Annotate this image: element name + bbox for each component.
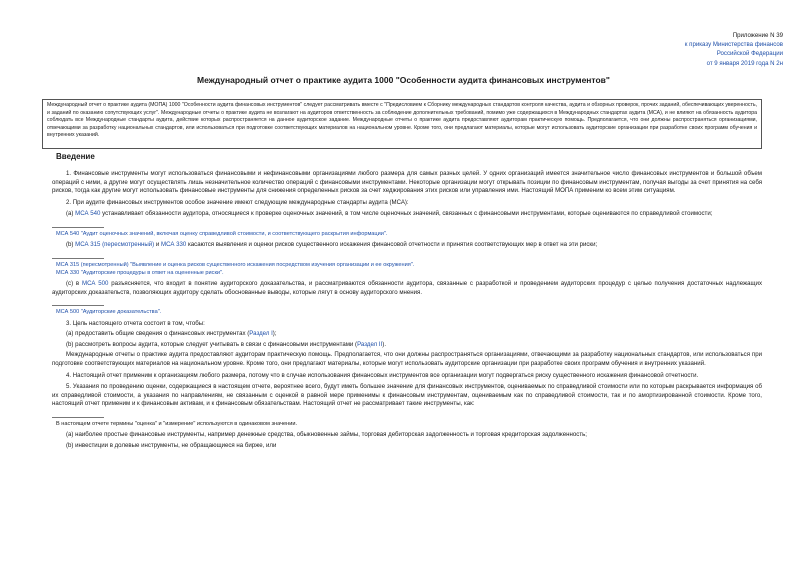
isa-500-link[interactable]: МСА 500 bbox=[82, 280, 109, 288]
isa-330-link[interactable]: МСА 330 bbox=[161, 241, 187, 249]
paragraph-4: 4. Настоящий отчет применим к организациям любого размера, потому что в случае использования финансовых инструментов все организации могут подвергаться риску существенного искажения финансовой отчетности. bbox=[66, 371, 699, 379]
paragraph-5a: (a) наиболее простые финансовые инструменты, например денежные средства, обыкновенные займы, торговая дебиторская задолженность и торговая кредиторская задолженность; bbox=[66, 431, 587, 439]
closing-text: ); bbox=[272, 330, 277, 338]
paragraph-3a-text: (a) предоставить общие сведения о финансовых инструментах ( bbox=[66, 330, 250, 338]
paragraph-2b bbox=[52, 241, 762, 250]
paragraph-5: 5. Указания по проведению оценки, содержащиеся в настоящем отчете, вероятнее всего, будут иметь большее значение для финансовых инструментов, оцениваемых по справедливой стоимости или по которым раскрывается информация об их справедливой стоимости, а указания по направлениям, не связанным с оценкой в равной мере применимы к финансовым инструментам, оцениваемым как по справедливой стоимости, так и по амортизированной стоимости. Кроме того, настоящий отчет применим и к финансовым активам, и к финансовым обязательствам. Настоящий отчет не рассматривает такие инструменты, как: bbox=[52, 383, 762, 408]
footnote-3 bbox=[52, 269, 762, 277]
footnote-divider bbox=[52, 227, 104, 228]
appendix-date-link[interactable]: от 9 января 2019 года N 2н bbox=[706, 59, 783, 67]
footnote-divider bbox=[52, 258, 104, 259]
appendix-ministry-link[interactable]: Российской Федерации bbox=[716, 50, 783, 58]
document-title: Международный отчет о практике аудита 1000 "Особенности аудита финансовых инструментов" bbox=[197, 75, 610, 85]
list-marker: (a) bbox=[66, 210, 76, 218]
footnote-isa-315-link[interactable]: МСА 315 (пересмотренный) bbox=[56, 261, 129, 268]
isa-540-link[interactable]: МСА 540 bbox=[75, 210, 101, 218]
footnote-1 bbox=[52, 230, 762, 238]
section-heading-introduction: Введение bbox=[56, 152, 95, 161]
paragraph-2c-text: разъясняется, что входит в понятие аудиторского доказательства, и рассматриваются обязанности аудитора, связанные с разработкой и проведением аудиторских процедур с целью получения достаточных надлежащих аудиторских доказательств, позволяющих аудитору сделать обоснованные выводы, которые лягут в основу аудиторского мнения. bbox=[52, 280, 762, 296]
footnote-2 bbox=[52, 261, 762, 269]
paragraph-2b-text: касаются выявления и оценки рисков существенного искажения финансовой отчетности и принятия соответствующих мер в ответ на эти риски; bbox=[186, 241, 598, 249]
paragraph-2c bbox=[52, 280, 762, 297]
footnote-5: В настоящем отчете термины "оценка" и "измерение" используются в одинаковом значении. bbox=[56, 420, 298, 427]
paragraph-3: 3. Цель настоящего отчета состоит в том, чтобы: bbox=[66, 319, 205, 327]
section-2-link[interactable]: Раздел II bbox=[357, 340, 383, 348]
appendix-block bbox=[685, 31, 783, 68]
paragraph-2a-text: устанавливает обязанности аудитора, относящиеся к проверке оценочных значений, в том числе оценочных значений, связанных с финансовыми инструментами, которые оцениваются по справедливой стоимости; bbox=[100, 210, 713, 218]
isa-315-link[interactable]: МСА 315 (пересмотренный) bbox=[75, 241, 155, 249]
paragraph-1: 1. Финансовые инструменты могут использоваться финансовыми и нефинансовыми организациями любого размера для самых разных целей. У одних организаций имеется значительное число финансовых инструментов и большой объем операций с ними, а другие могут осуществлять лишь незначительное количество операций с финансовыми инструментами. Некоторые организации могут открывать позиции по финансовым инструментам, получая выгоды за счет принятия на себя рисков, тогда как другие могут использовать финансовые инструменты для снижения определенных рисков за счет хеджирования этих рисков или управления ими. Настоящий МОПА применим ко всем этим ситуациям. bbox=[52, 170, 762, 195]
paragraph-3c: Международные отчеты о практике аудита предоставляют аудиторам практическую помощь. Предполагается, что они должны распространяться организациями, отвечающими за разработку национальных стандартов, или использоваться при подготовке соответствующих материалов на национальном уровне. Кроме того, они предлагают материалы, которые могут использовать аудиторские организации при разработке своих программ обучения и внутренних указаний. bbox=[52, 351, 762, 367]
closing-text: ). bbox=[382, 340, 387, 348]
footnote-divider bbox=[52, 305, 104, 306]
footnote-isa-540-link[interactable]: МСА 540 bbox=[56, 230, 80, 237]
conjunction-text: и bbox=[154, 241, 161, 249]
footnote-4-text[interactable]: "Аудиторские доказательства". bbox=[79, 309, 162, 316]
list-marker: (c) в bbox=[66, 280, 82, 288]
paragraph-3b-text: (b) рассмотреть вопросы аудита, которые следует учитывать в связи с финансовыми инструментами ( bbox=[66, 340, 358, 348]
appendix-number: Приложение N 39 bbox=[732, 32, 783, 39]
appendix-order-link[interactable]: к приказу Министерства финансов bbox=[684, 41, 783, 49]
preface-note-box bbox=[42, 99, 762, 149]
paragraph-2: 2. При аудите финансовых инструментов особое значение имеют следующие международные стандарты аудита (МСА): bbox=[66, 198, 409, 206]
footnote-isa-330-link[interactable]: МСА 330 bbox=[56, 269, 80, 276]
paragraph-3b bbox=[52, 341, 762, 350]
preface-note-text: Международный отчет о практике аудита (МОПА) 1000 "Особенности аудита финансовых инструментов" следует рассматривать вместе с "Предисловием к Сборнику международных стандартов контроля качества, аудита и обзорных проверок, прочих заданий, обеспечивающих уверенность, и заданий по оказанию сопутствующих услуг". Международные отчеты о практике аудита не возлагают на аудиторов ответственность за соблюдение дополнительных требований, помимо уже содержащихся в Международных стандартах аудита (МСА), и не влияют на обязанность аудитора соблюдать все Международные стандарты аудита, действие которых распространяется на данное аудиторское задание. Международные отчеты о практике аудита предоставляют аудиторам практическую помощь. Предполагается, что они должны распространяться организациями, отвечающими за разработку национальных стандартов, или использоваться при подготовке соответствующих материалов на национальном уровне. Кроме того, они предлагают материалы, которые могут использовать аудиторские организации при разработке своих программ обучения и внутренних указаний. bbox=[47, 102, 757, 139]
footnote-1-text[interactable]: "Аудит оценочных значений, включая оценку справедливой стоимости, и соответствующего раскрытия информации". bbox=[79, 230, 388, 237]
footnote-divider bbox=[52, 417, 104, 418]
footnote-2-text[interactable]: "Выявление и оценка рисков существенного искажения посредством изучения организации и ее окружения". bbox=[128, 261, 415, 268]
list-marker: (b) bbox=[66, 241, 76, 249]
section-1-link[interactable]: Раздел I bbox=[249, 330, 273, 338]
footnote-3-text[interactable]: "Аудиторские процедуры в ответ на оцененные риски". bbox=[79, 269, 224, 276]
footnote-isa-500-link[interactable]: МСА 500 bbox=[56, 309, 80, 316]
footnote-4 bbox=[52, 308, 762, 316]
paragraph-3a bbox=[52, 330, 762, 339]
paragraph-5b: (b) инвестиции в долевые инструменты, не обращающиеся на бирже, или bbox=[66, 441, 277, 449]
paragraph-2a bbox=[52, 210, 762, 219]
document-body bbox=[52, 170, 762, 450]
